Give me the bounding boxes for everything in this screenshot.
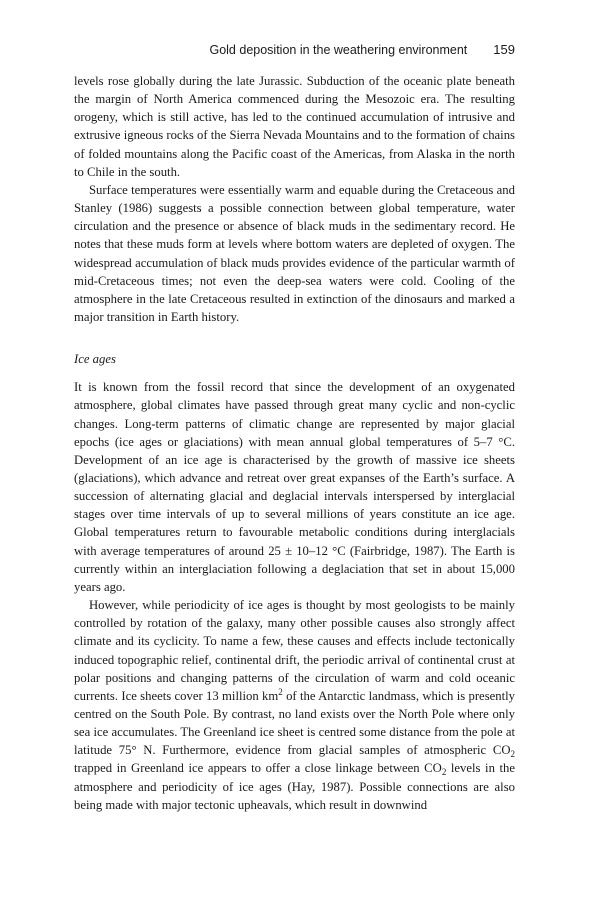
body-text	[74, 72, 515, 814]
paragraph-ice-ages-causes	[74, 596, 515, 814]
running-header-title: Gold deposition in the weathering environment	[209, 43, 468, 57]
subscript: 2	[441, 767, 447, 778]
paragraph-ice-ages-intro: It is known from the fossil record that since the development of an oxygenated atmosphere, global climates have passed through great many cyclic and non-cyclic changes. Long-term patterns of climatic change are represented by major glacial epochs (ice ages or glaciations) with mean annual global temperatures of 5–7 °C. Development of an ice age is characterised by the growth of massive ice sheets (glaciations), which advance and retreat over great expanses of the Earth’s surface. A succession of alternating glacial and deglacial intervals interspersed by interglacial stages over time intervals of up to several millions of years constitute an ice age. Global temperatures return to favourable metabolic conditions during interglacials with average temperatures of around 25 ± 10–12 °C (Fairbridge, 1987). The Earth is currently within an interglaciation following a deglaciation that set in about 15,000 years ago.	[74, 380, 515, 594]
text-run: trapped in Greenland ice appears to offer a close linkage between CO	[74, 761, 442, 776]
paragraph-cretaceous: Surface temperatures were essentially warm and equable during the Cretaceous and Stanley (1986) suggests a possible connection between global temperature, water circulation and the presence or absence of black muds in the sedimentary record. He notes that these muds form at levels where bottom waters are depleted of oxygen. The widespread accumulation of black muds provides evidence of the particular warmth of mid-Cretaceous times; not even the deep-sea waters were cold. Cooling of the atmosphere in the late Cretaceous resulted in extinction of the dinosaurs and marked a major transition in Earth history.	[74, 182, 515, 325]
superscript: 2	[278, 686, 283, 697]
book-page	[74, 42, 515, 814]
text-run: However, while periodicity of ice ages is thought by most geologists to be mainly controlled by rotation of the galaxy, many other possible causes also strongly affect climate and its cyclicity. To name a few, these causes and effects include tectonically induced topographic relief, continental drift, the periodic arrival of continental crust at polar positions and changing patterns of the circulation of warm and cold oceanic currents. Ice sheets cover 13 million km	[74, 598, 515, 703]
page-number: 159	[493, 42, 515, 57]
subscript: 2	[510, 749, 515, 760]
section-heading-ice-ages: Ice ages	[74, 352, 116, 367]
running-header	[74, 42, 515, 62]
paragraph-continuation: levels rose globally during the late Jurassic. Subduction of the oceanic plate beneath the margin of North America commenced during the Mesozoic era. The resulting orogeny, which is still active, has led to the continued accumulation of intrusive and extrusive igneous rocks of the Sierra Nevada Mountains and to the formation of chains of folded mountains along the Pacific coast of the Americas, from Alaska in the north to Chile in the south.	[74, 74, 515, 179]
text-run: of the Antarctic landmass, which is presently centred on the South Pole. By contrast, no land exists over the North Pole where only sea ice accumulates. The Greenland ice sheet is centred some distance from the pole at latitude 75° N. Furthermore, evidence from glacial samples of atmospheric CO	[74, 688, 515, 758]
text-run: levels in the atmosphere and periodicity of ice ages (Hay, 1987). Possible connections are also being made with major tectonic upheavals, which result in downwind	[74, 761, 515, 812]
